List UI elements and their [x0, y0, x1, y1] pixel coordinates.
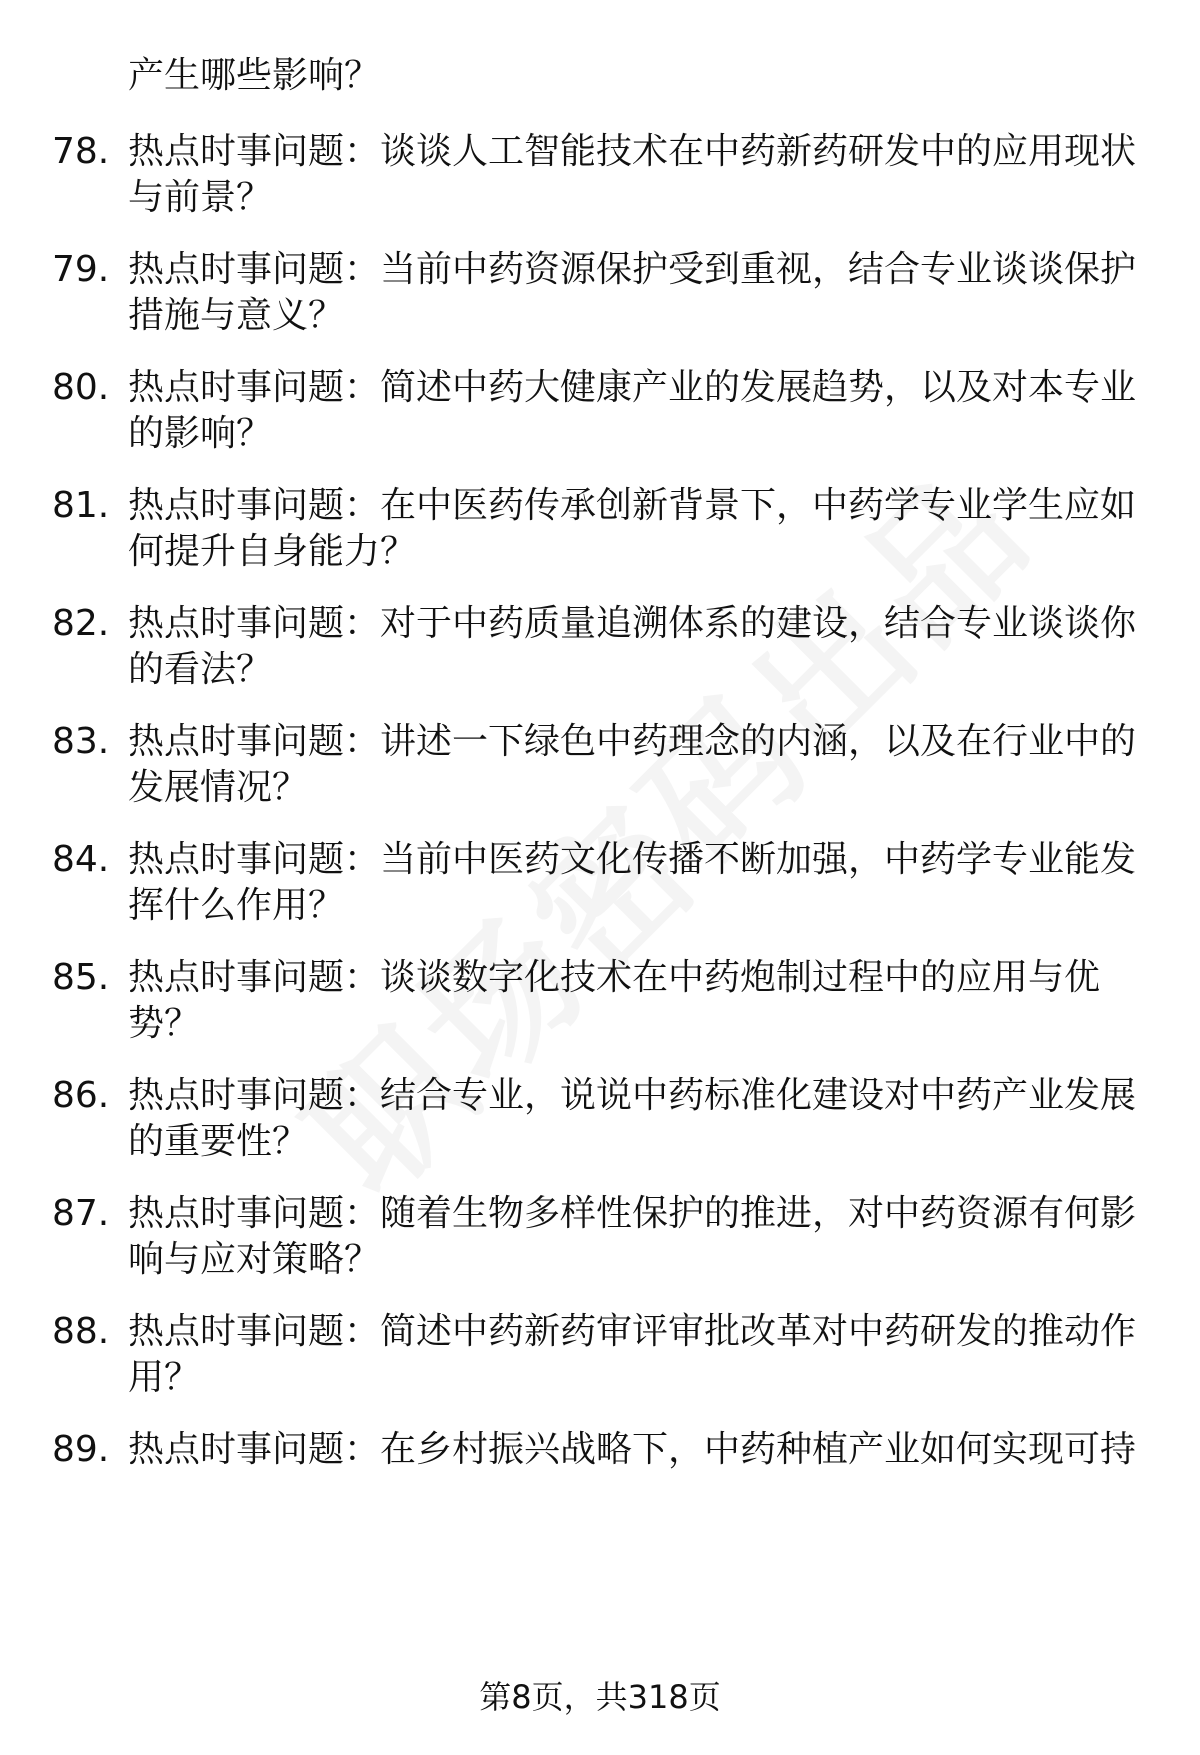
item-text-line1: 热点时事问题：简述中药大健康产业的发展趋势，以及对本专业: [128, 367, 1137, 408]
item-text-line1: 热点时事问题：在乡村振兴战略下，中药种植产业如何实现可持: [128, 1429, 1137, 1470]
item-text-line1: 热点时事问题：谈谈数字化技术在中药炮制过程中的应用与优: [128, 957, 1101, 998]
item-number: 82.: [52, 603, 110, 644]
item-text-line2: 何提升自身能力？: [128, 531, 417, 572]
item-number: 88.: [52, 1311, 110, 1352]
item-number: 83.: [52, 721, 110, 762]
item-text-line2: 的看法？: [128, 649, 273, 690]
item-text-line1: 热点时事问题：对于中药质量追溯体系的建设，结合专业谈谈你: [128, 603, 1137, 644]
item-text-line2: 发展情况？: [128, 767, 309, 808]
item-text-line2: 与前景？: [128, 177, 273, 218]
item-text-line2: 措施与意义？: [128, 295, 345, 336]
item-number: 80.: [52, 367, 110, 408]
item-text-line1: 热点时事问题：谈谈人工智能技术在中药新药研发中的应用现状: [128, 131, 1137, 172]
continuation-text: 产生哪些影响？: [128, 55, 381, 96]
item-number: 78.: [52, 131, 110, 172]
page-footer: 第8页，共318页: [479, 1678, 721, 1716]
item-text-line1: 热点时事问题：随着生物多样性保护的推进，对中药资源有何影: [128, 1193, 1137, 1234]
item-text-line2: 的重要性？: [128, 1121, 309, 1162]
item-number: 79.: [52, 249, 110, 290]
item-text-line2: 挥什么作用？: [128, 885, 345, 926]
item-text-line1: 热点时事问题：当前中药资源保护受到重视，结合专业谈谈保护: [128, 249, 1137, 290]
item-number: 87.: [52, 1193, 110, 1234]
item-number: 89.: [52, 1429, 110, 1470]
item-text-line2: 响与应对策略？: [128, 1239, 381, 1280]
item-number: 81.: [52, 485, 110, 526]
item-number: 85.: [52, 957, 110, 998]
item-text-line1: 热点时事问题：结合专业，说说中药标准化建设对中药产业发展: [128, 1075, 1137, 1116]
item-text-line1: 热点时事问题：简述中药新药审评审批改革对中药研发的推动作: [128, 1311, 1137, 1352]
item-number: 86.: [52, 1075, 110, 1116]
item-number: 84.: [52, 839, 110, 880]
item-text-line2: 势？: [128, 1003, 201, 1044]
item-text-line1: 热点时事问题：当前中医药文化传播不断加强，中药学专业能发: [128, 839, 1137, 880]
item-text-line2: 的影响？: [128, 413, 273, 454]
item-text-line1: 热点时事问题：讲述一下绿色中药理念的内涵，以及在行业中的: [128, 721, 1137, 762]
item-text-line1: 热点时事问题：在中医药传承创新背景下，中药学专业学生应如: [128, 485, 1137, 526]
item-text-line2: 用？: [128, 1357, 201, 1398]
